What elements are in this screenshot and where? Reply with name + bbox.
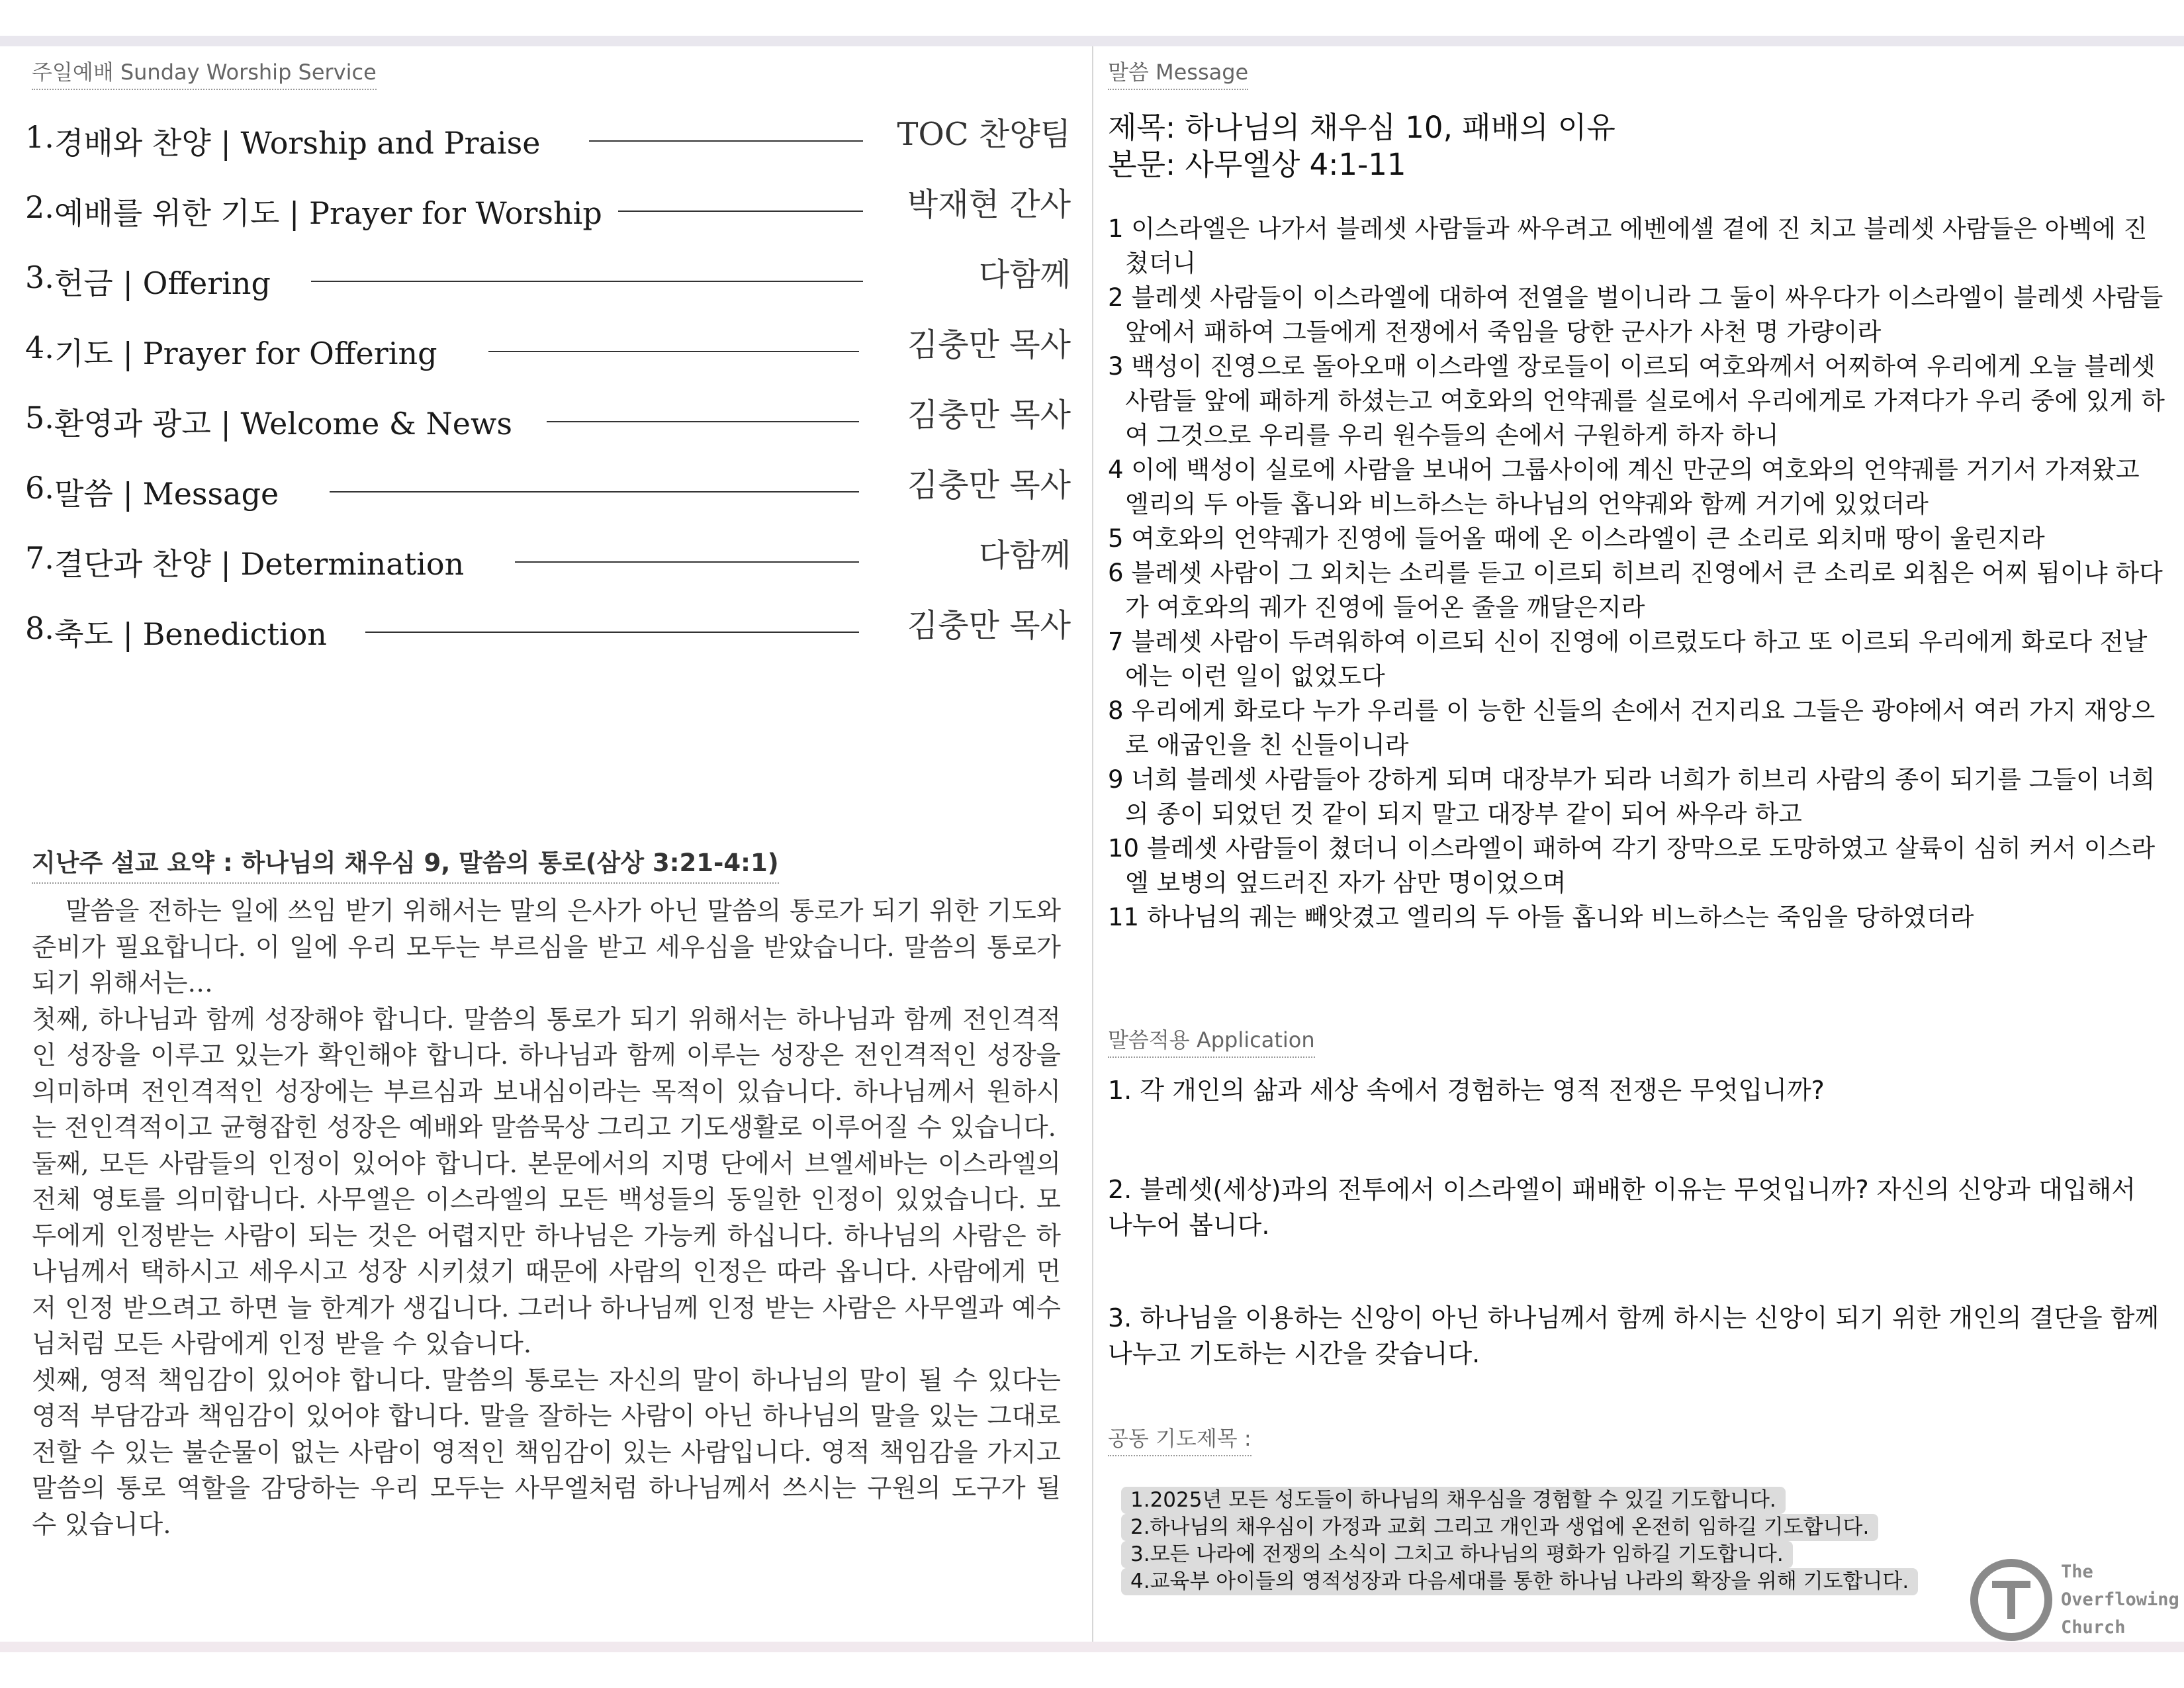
logo-line: Church (2061, 1617, 2126, 1638)
prayer-item: 3.모든 나라에 전쟁의 소식이 그치고 하나님의 평화가 임하길 기도합니다. (1121, 1541, 1793, 1568)
prayer-list (1121, 1487, 1918, 1595)
leader-line (618, 211, 863, 212)
church-logo-icon (1967, 1556, 2056, 1645)
right-panel (1093, 46, 2184, 1642)
order-of-service (25, 106, 1071, 667)
message-scripture: 본문: 사무엘상 4:1-11 (1108, 147, 1406, 182)
summary-body (32, 894, 1061, 1543)
order-item-title: 결단과 찬양 | Determination (54, 546, 465, 582)
summary-paragraph: 둘째, 모든 사람들의 인정이 있어야 합니다. 본문에서의 지명 단에서 브엘세바는 이스라엘의 전체 영토를 의미합니다. 사무엘은 이스라엘의 모든 백성들의 동일한 인정이 있었습니다. 모두에게 인정받는 사람이 되는 것은 어렵지만 하나님은 가능케 하십니다. 하나님의 사람은 하나님께서 택하시고 세우시고 성장 시키셨기 때문에 사람의 인정은 따라 옵니다. 사람에게 먼저 인정 받으려고 하면 늘 한계가 생깁니다. 그러나 하나님께 인정 받는 사람은 사무엘과 예수님처럼 모든 사람에게 인정 받을 수 있습니다. (32, 1149, 1061, 1359)
order-item-title: 예배를 위한 기도 | Prayer for Worship (54, 195, 602, 231)
order-item (25, 387, 1071, 457)
verse: 8 우리에게 화로다 누가 우리를 이 능한 신들의 손에서 건지리요 그들은 광야에서 여러 가지 재앙으로 애굽인을 친 신들이니라 (1108, 696, 2156, 759)
verse: 4 이에 백성이 실로에 사람을 보내어 그룹사이에 계신 만군의 여호와의 언약궤를 거기서 가져왔고 엘리의 두 아들 홉니와 비느하스는 하나님의 언약궤와 함께 거기에 있었더라 (1108, 455, 2140, 518)
order-item (25, 527, 1071, 597)
worship-section-title: 주일예배 Sunday Worship Service (32, 56, 377, 90)
order-item-leader: TOC 찬양팀 (897, 116, 1071, 153)
order-item-leader: 박재현 간사 (907, 186, 1071, 223)
verse: 10 블레셋 사람들이 쳤더니 이스라엘이 패하여 각기 장막으로 도망하였고 살륙이 심히 커서 이스라엘 보병의 엎드러진 자가 삼만 명이었으며 (1108, 834, 2156, 897)
leader-line (547, 421, 859, 422)
logo-line: The (2061, 1562, 2093, 1582)
order-item (25, 246, 1071, 316)
leader-line (515, 561, 859, 563)
order-item-number: 3. (25, 259, 54, 295)
order-item-number: 6. (25, 470, 54, 506)
order-item-title: 기도 | Prayer for Offering (54, 336, 437, 371)
summary-paragraph: 첫째, 하나님과 함께 성장해야 합니다. 말씀의 통로가 되기 위해서는 하나님과 함께 전인격적인 성장을 이루고 있는가 확인해야 합니다. 하나님과 함께 이루는 성장은 전인격적인 성장을 의미하며 전인격적인 성장에는 부르심과 보내심이라는 목적이 있습니다. 하나님께서 원하시는 전인격적이고 균형잡힌 성장은 예배와 말씀묵상 그리고 기도생활로 이루어질 수 있습니다. (32, 1004, 1061, 1143)
order-item-number: 4. (25, 330, 54, 365)
top-band (0, 36, 2184, 46)
logo-line: Overflowing (2061, 1589, 2179, 1610)
order-item-leader: 다함께 (978, 537, 1071, 574)
prayer-item: 2.하나님의 채우심이 가정과 교회 그리고 개인과 생업에 온전히 임하길 기도합니다. (1121, 1514, 1878, 1541)
verse: 11 하나님의 궤는 빼앗겼고 엘리의 두 아들 홉니와 비느하스는 죽임을 당하였더라 (1108, 903, 1974, 931)
order-item-number: 2. (25, 189, 54, 225)
order-item-title: 헌금 | Offering (54, 265, 271, 301)
order-item (25, 176, 1071, 246)
order-item-leader: 김충만 목사 (907, 607, 1071, 644)
left-panel (0, 46, 1092, 1642)
summary-heading: 지난주 설교 요약 : 하나님의 채우심 9, 말씀의 통로(삼상 3:21-4:1) (32, 843, 779, 884)
order-item-number: 7. (25, 540, 54, 576)
verse: 2 블레셋 사람들이 이스라엘에 대하여 전열을 벌이니라 그 둘이 싸우다가 이스라엘이 블레셋 사람들 앞에서 패하여 그들에게 전쟁에서 죽임을 당한 군사가 사천 명 가량이라 (1108, 283, 2163, 346)
leader-line (589, 140, 863, 142)
application-section-title: 말씀적용 Application (1108, 1023, 1315, 1058)
order-item-title: 환영과 광고 | Welcome & News (54, 406, 512, 442)
verse: 1 이스라엘은 나가서 블레셋 사람들과 싸우려고 에벤에셀 곁에 진 치고 블레셋 사람들은 아벡에 진 쳤더니 (1108, 214, 2148, 277)
order-item-leader: 다함께 (978, 256, 1071, 293)
leader-line (330, 491, 859, 492)
verse: 6 블레셋 사람이 그 외치는 소리를 듣고 이르되 히브리 진영에서 큰 소리로 외침은 어찌 됨이냐 하다가 여호와의 궤가 진영에 들어온 줄을 깨달은지라 (1108, 559, 2163, 622)
order-item-leader: 김충만 목사 (907, 397, 1071, 434)
message-title: 제목: 하나님의 채우심 10, 패배의 이유 (1108, 110, 1615, 145)
prayer-section-title: 공동 기도제목 : (1108, 1422, 1251, 1456)
order-item-title: 경배와 찬양 | Worship and Praise (54, 125, 541, 161)
verse: 3 백성이 진영으로 돌아오매 이스라엘 장로들이 이르되 여호와께서 어찌하여 우리에게 오늘 블레셋 사람들 앞에 패하게 하셨는고 여호와의 언약궤를 실로에서 우리에게로 가져다가 우리 중에 있게 하여 그것으로 우리를 우리 원수들의 손에서 구원하게 하자 하니 (1108, 352, 2165, 449)
summary-paragraph: 말씀을 전하는 일에 쓰임 받기 위해서는 말의 은사가 아닌 말씀의 통로가 되기 위한 기도와 준비가 필요합니다. 이 일에 우리 모두는 부르심을 받고 세우심을 받았습니다. 말씀의 통로가 되기 위해서는… (32, 896, 1061, 998)
order-item-number: 8. (25, 610, 54, 646)
church-logo-text (2061, 1558, 2179, 1642)
verse: 9 너희 블레셋 사람들아 강하게 되며 대장부가 되라 너희가 히브리 사람의 종이 되기를 그들이 너희의 종이 되었던 것 같이 되지 말고 대장부 같이 되어 싸우라 하고 (1108, 765, 2156, 828)
order-item (25, 316, 1071, 387)
order-item-number: 1. (25, 119, 54, 155)
leader-line (488, 351, 859, 352)
message-section-title: 말씀 Message (1108, 56, 1248, 90)
verse: 7 블레셋 사람이 두려워하여 이르되 신이 진영에 이르렀도다 하고 또 이르되 우리에게 화로다 전날에는 이런 일이 없었도다 (1108, 628, 2148, 690)
order-item-number: 5. (25, 400, 54, 436)
bottom-band (0, 1642, 2184, 1652)
order-item-title: 축도 | Benediction (54, 616, 327, 652)
order-item-title: 말씀 | Message (54, 476, 279, 512)
order-item-leader: 김충만 목사 (907, 467, 1071, 504)
verse: 5 여호와의 언약궤가 진영에 들어올 때에 온 이스라엘이 큰 소리로 외치매 땅이 울린지라 (1108, 524, 2045, 553)
leader-line (311, 281, 863, 282)
church-logo (1967, 1550, 2179, 1683)
application-question: 2. 블레셋(세상)과의 전투에서 이스라엘이 패배한 이유는 무엇입니까? 자신의 신앙과 대입해서 나누어 봅니다. (1108, 1175, 2136, 1240)
prayer-item: 4.교육부 아이들의 영적성장과 다음세대를 통한 하나님 나라의 확장을 위해 기도합니다. (1121, 1568, 1918, 1595)
order-item-leader: 김충만 목사 (907, 326, 1071, 363)
order-item (25, 106, 1071, 176)
order-item (25, 457, 1071, 527)
application-question: 1. 각 개인의 삶과 세상 속에서 경험하는 영적 전쟁은 무엇입니까? (1108, 1076, 1825, 1105)
application-question: 3. 하나님을 이용하는 신앙이 아닌 하나님께서 함께 하시는 신앙이 되기 위한 개인의 결단을 함께 나누고 기도하는 시간을 갖습니다. (1108, 1303, 2160, 1368)
prayer-item: 1.2025년 모든 성도들이 하나님의 채우심을 경험할 수 있길 기도합니다. (1121, 1487, 1786, 1514)
order-item (25, 597, 1071, 667)
scripture-verses (1108, 212, 2167, 935)
leader-line (365, 632, 859, 633)
summary-paragraph: 셋째, 영적 책임감이 있어야 합니다. 말씀의 통로는 자신의 말이 하나님의 말이 될 수 있다는 영적 부담감과 책임감이 있어야 합니다. 말을 잘하는 사람이 아닌 하나님의 말을 있는 그대로 전할 수 있는 불순물이 없는 사람이 영적인 책임감이 있는 사람입니다. 영적 책임감을 가지고 말씀의 통로 역할을 감당하는 우리 모두는 사무엘처럼 하나님께서 쓰시는 구원의 도구가 될 수 있습니다. (32, 1365, 1061, 1540)
